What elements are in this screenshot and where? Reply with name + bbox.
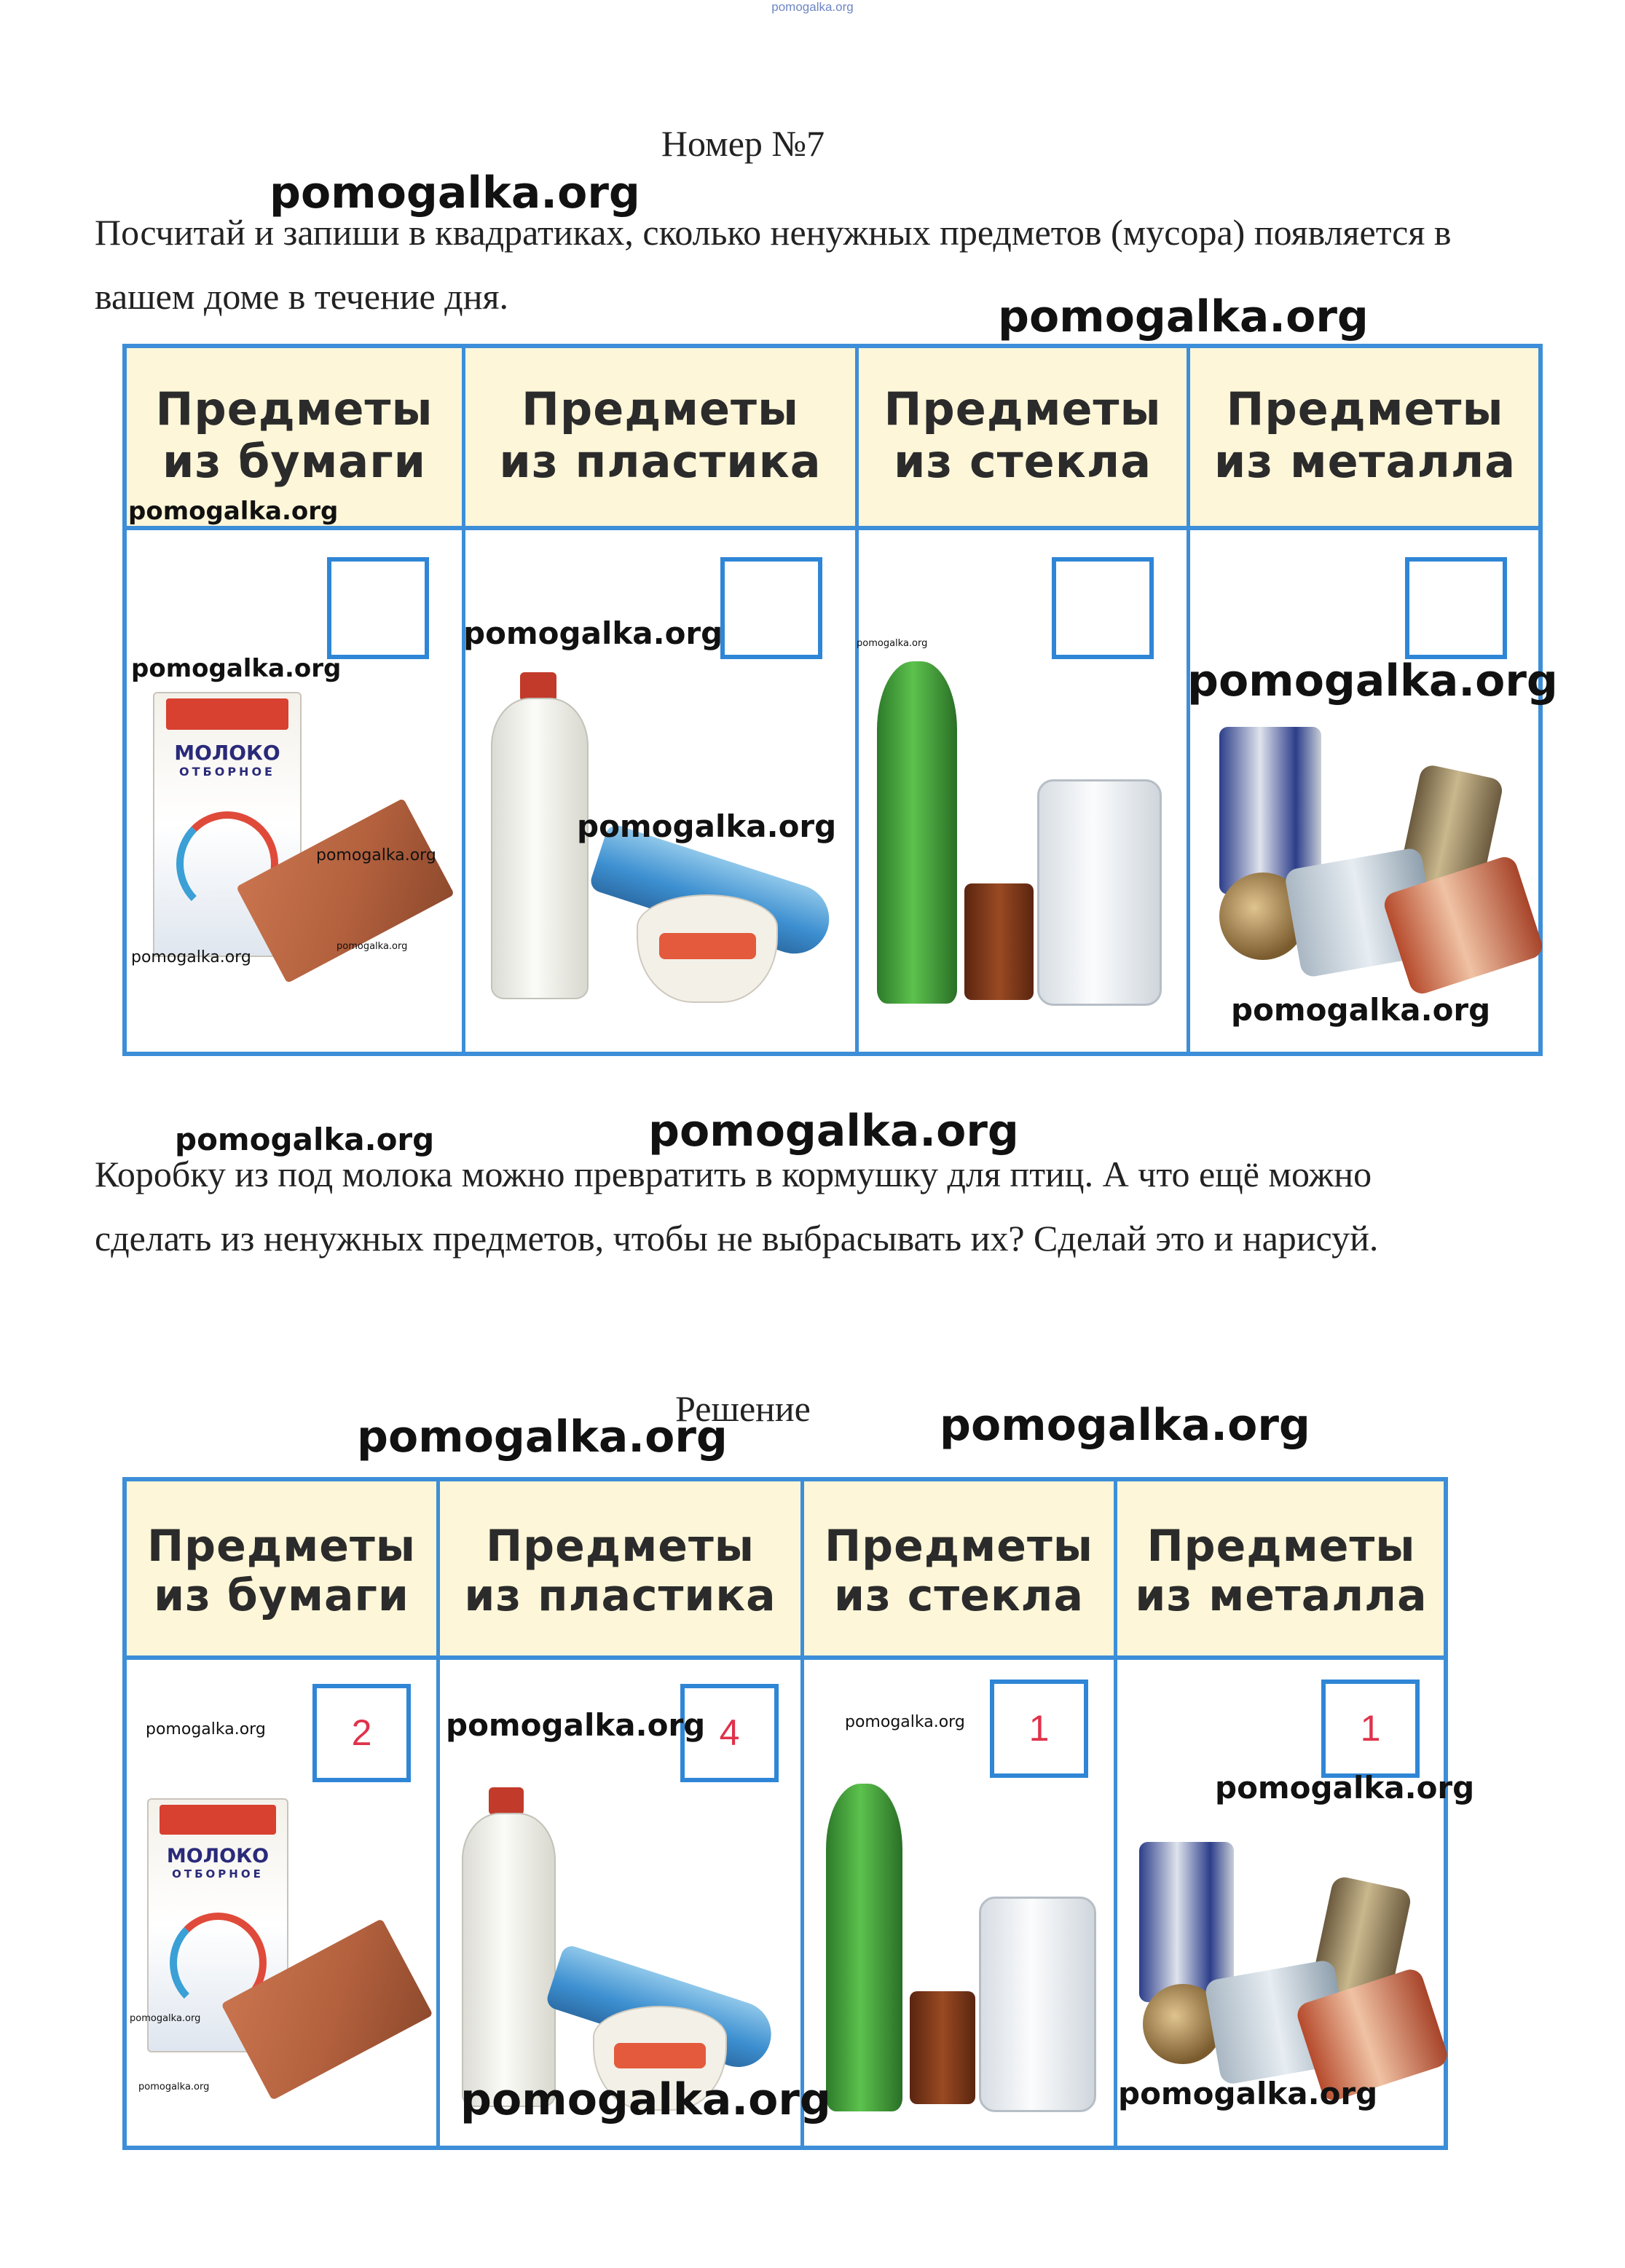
watermark: pomogalka.org bbox=[269, 168, 640, 218]
answer-box-glass[interactable] bbox=[1052, 557, 1154, 659]
answer-box-glass[interactable]: 1 bbox=[990, 1680, 1088, 1778]
brown-vial-image bbox=[964, 883, 1034, 1000]
answer-box-metal[interactable]: 1 bbox=[1321, 1680, 1420, 1778]
green-bottle-image bbox=[877, 661, 957, 1004]
watermark: pomogalka.org bbox=[446, 1707, 706, 1743]
watermark: pomogalka.org bbox=[463, 615, 723, 651]
watermark: pomogalka.org bbox=[337, 941, 408, 952]
glass-jar-image bbox=[979, 1897, 1096, 2112]
task-title: Номер №7 bbox=[661, 123, 825, 164]
watermark: pomogalka.org bbox=[1231, 992, 1491, 1028]
plastic-bottle-image bbox=[462, 1813, 556, 2107]
task-text: Посчитай и запиши в квадратиках, сколько ненужных предметов (мусора) появляется в вашем доме в течение дня. bbox=[95, 212, 1452, 317]
watermark: pomogalka.org bbox=[357, 1411, 728, 1462]
watermark: pomogalka.org bbox=[175, 1122, 435, 1157]
answer-box-metal[interactable] bbox=[1405, 557, 1507, 659]
milk-carton-image: МОЛОКО ОТБОРНОЕ bbox=[153, 692, 302, 957]
solution-table bbox=[122, 1477, 1448, 2150]
watermark: pomogalka.org bbox=[1215, 1770, 1475, 1806]
watermark: pomogalka.org bbox=[940, 1400, 1310, 1451]
watermark: pomogalka.org bbox=[857, 638, 928, 649]
watermark: pomogalka.org bbox=[131, 654, 342, 683]
watermark: pomogalka.org bbox=[316, 846, 436, 865]
watermark: pomogalka.org bbox=[998, 291, 1369, 342]
watermark: pomogalka.org bbox=[577, 808, 837, 844]
brown-vial-image bbox=[910, 1991, 975, 2104]
watermark: pomogalka.org bbox=[138, 2082, 210, 2092]
second-task-text: Коробку из под молока можно превратить в кормушку для птиц. А что ещё можно сделать из ненужных предметов, чтобы не выбрасывать их? Сделай это и нарисуй. bbox=[95, 1154, 1379, 1259]
milk-carton-image: МОЛОКО ОТБОРНОЕ bbox=[147, 1798, 288, 2052]
plastic-bottle-image bbox=[491, 698, 589, 999]
watermark: pomogalka.org bbox=[648, 1106, 1019, 1157]
watermark: pomogalka.org bbox=[146, 1720, 266, 1739]
watermark: pomogalka.org bbox=[1187, 655, 1558, 706]
glass-jar-image bbox=[1037, 779, 1162, 1006]
watermark: pomogalka.org bbox=[845, 1713, 965, 1731]
answer-box-paper[interactable] bbox=[327, 557, 429, 659]
solution-title: Решение bbox=[675, 1388, 811, 1429]
header-glass: Предметы из стекла bbox=[884, 382, 1162, 488]
watermark: pomogalka.org bbox=[131, 948, 251, 966]
watermark: pomogalka.org bbox=[1118, 2076, 1378, 2111]
header-glass: Предметы из стекла bbox=[824, 1521, 1094, 1621]
header-metal: Предметы из металла bbox=[1135, 1521, 1428, 1621]
watermark: pomogalka.org bbox=[130, 2013, 201, 2024]
header-plastic: Предметы из пластика bbox=[464, 1521, 776, 1621]
header-paper: Предметы из бумаги bbox=[146, 1521, 417, 1621]
header-metal: Предметы из металла bbox=[1213, 382, 1516, 488]
bottle-cap-image bbox=[520, 672, 556, 701]
site-header: pomogalka.org bbox=[771, 0, 854, 14]
watermark: pomogalka.org bbox=[460, 2074, 831, 2125]
header-plastic: Предметы из пластика bbox=[499, 382, 822, 488]
sour-cream-cup-image bbox=[637, 894, 778, 1003]
answer-box-plastic[interactable]: 4 bbox=[680, 1684, 779, 1782]
header-paper: Предметы из бумаги bbox=[155, 382, 433, 488]
green-bottle-image bbox=[826, 1784, 902, 2111]
bottle-cap-image bbox=[489, 1787, 524, 1815]
watermark: pomogalka.org bbox=[128, 497, 339, 526]
answer-box-paper[interactable]: 2 bbox=[312, 1684, 411, 1782]
answer-box-plastic[interactable] bbox=[720, 557, 822, 659]
